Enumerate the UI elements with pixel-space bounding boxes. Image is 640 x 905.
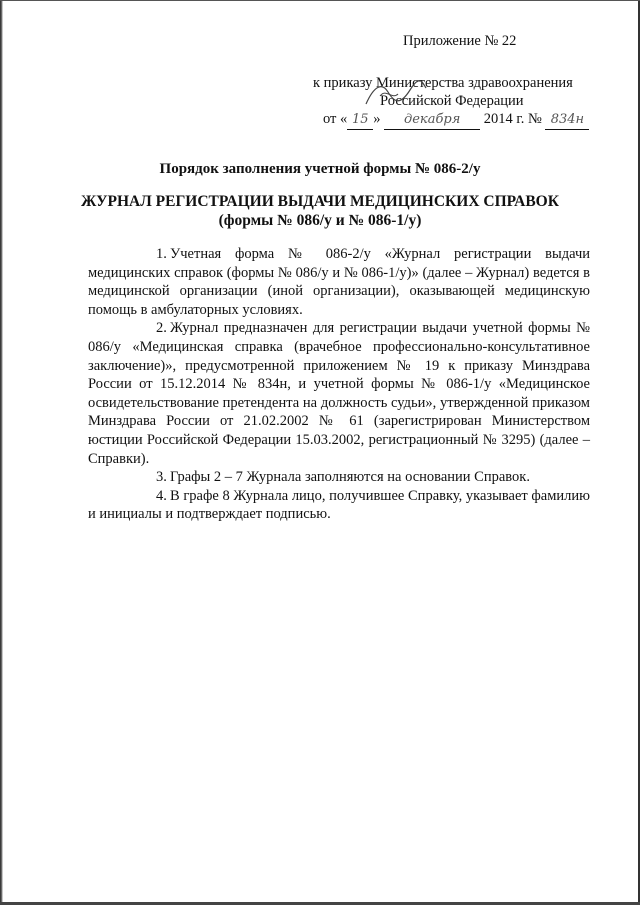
paragraph-2 [88, 319, 590, 468]
date-year: 2014 г. № [483, 111, 542, 127]
paragraph-4 [88, 487, 590, 524]
signature-scribble [360, 78, 430, 110]
order-number: 834н [545, 111, 589, 130]
journal-title [0, 192, 640, 230]
date-day: 15 [347, 111, 373, 130]
paragraph-number: 2. [156, 320, 167, 337]
date-month: декабря [384, 111, 480, 130]
paragraph-text: В графе 8 Журнала лицо, получившее Справку, указывает фамилию и инициалы и подтверждает подписью. [88, 487, 590, 523]
procedure-title: Порядок заполнения учетной формы № 086-2/у [159, 161, 481, 177]
paragraph-number: 3. [156, 469, 167, 486]
paragraph-text: Графы 2 – 7 Журнала заполняются на основании Справок. [170, 469, 530, 486]
paragraph-number: 1. [156, 246, 167, 262]
scan-edge-left [0, 0, 3, 905]
paragraph-3 [88, 468, 590, 487]
date-mid: » [373, 111, 381, 127]
document-body [88, 245, 590, 524]
paragraph-text: Журнал предназначен для регистрации выдачи учетной формы № 086/у «Медицинская справка (врачебное профессионально-консультативное заключение)», предусмотренной приложением № 19 к приказу Минздрава России от 15.12.2014 № 834н, и учетной формы № 086-1/у «Медицинское освидетельствование претендента на должность судьи», утвержденной приказом Минздрава России от 21.02.2002 № 61 (зарегистрирован Министерством юстиции Российской Федерации 15.03.2002, регистрационный № 3295) (далее – Справки). [88, 320, 590, 467]
journal-title-line2: (формы № 086/у и № 086-1/у) [218, 212, 422, 229]
scan-edge-top [0, 0, 640, 1]
paragraph-1 [88, 245, 590, 319]
paragraph-number: 4. [156, 487, 167, 504]
date-prefix: от « [323, 111, 348, 127]
paragraph-text: Учетная форма № 086-2/у «Журнал регистрации выдачи медицинских справок (формы № 086/у и № 086-1/у)» (далее – Журнал) ведется в медицинской организации (иной организации), оказывающей медицинскую помощь в амбулаторных условиях. [88, 246, 590, 318]
order-federation: Российской Федерации [380, 93, 524, 109]
order-date-line [323, 110, 589, 130]
order-ministry: к приказу Министерства здравоохранения [313, 75, 573, 91]
journal-title-line1: ЖУРНАЛ РЕГИСТРАЦИИ ВЫДАЧИ МЕДИЦИНСКИХ СПРАВОК [81, 193, 559, 210]
appendix-number: Приложение № 22 [403, 33, 517, 49]
